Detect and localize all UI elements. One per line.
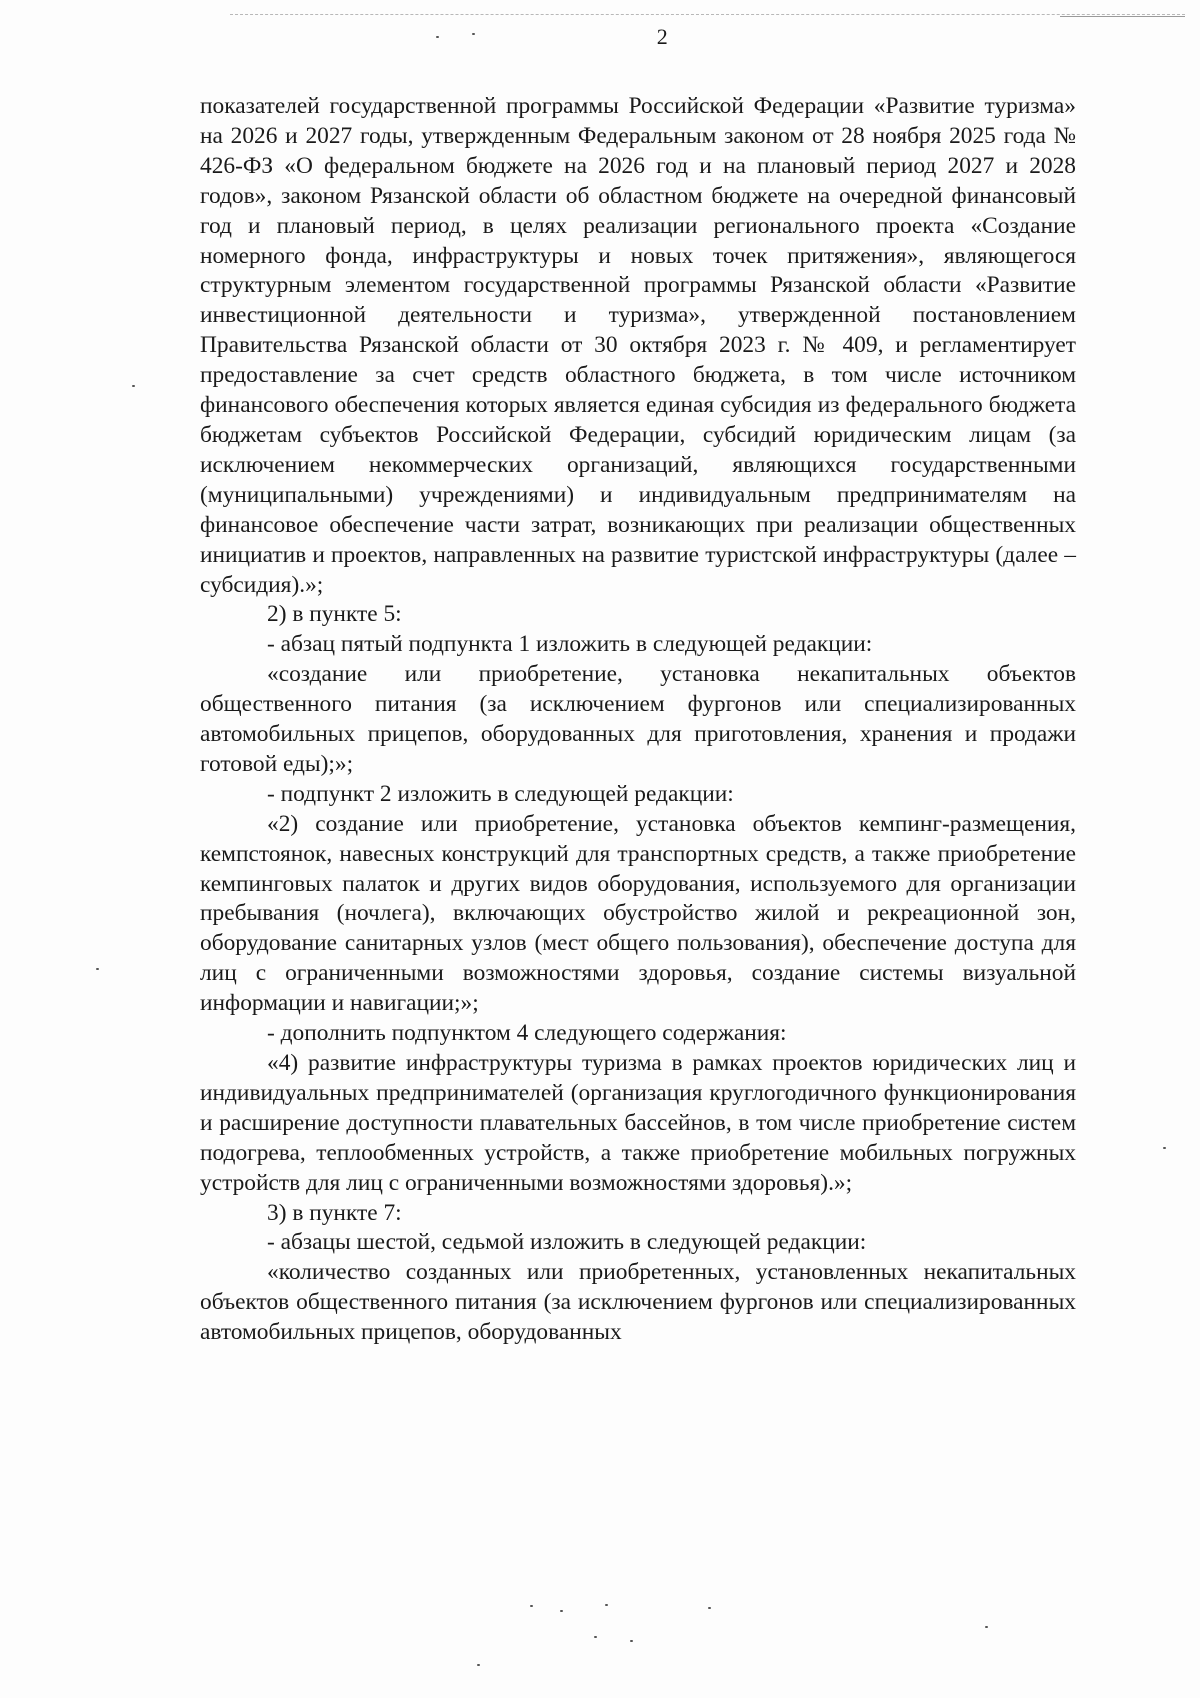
- paragraph-item-2-sub-2: - подпункт 2 изложить в следующей редакции:: [267, 780, 734, 807]
- scan-speck: [1163, 1147, 1166, 1149]
- paragraph-item-2-sub-3: - дополнить подпунктом 4 следующего содержания:: [267, 1020, 787, 1047]
- scan-speck: [436, 36, 439, 38]
- paragraph-item-3-sub-1: - абзацы шестой, седьмой изложить в следующей редакции:: [267, 1229, 867, 1256]
- paragraph-quote-1: «создание или приобретение, установка некапитальных объектов общественного питания (за исключением фургонов или специализированных автомобильных прицепов, оборудованных для приготовления, хранения и продажи готовой еды);»;: [200, 661, 1076, 777]
- scan-top-edge: [230, 14, 1185, 15]
- paragraph-quote-2: «2) создание или приобретение, установка объектов кемпинг-размещения, кемпстоянок, навесных конструкций для транспортных средств, а также приобретение кемпинговых палаток и других видов оборудования, используемого для организации пребывания (ночлега), включающих обустройство жилой и рекреационной зон, оборудование санитарных узлов (мест общего пользования), обеспечение доступа для лиц с ограниченными возможностями здоровья, создание системы визуальной информации и навигации;»;: [200, 810, 1076, 1017]
- scan-speck: [132, 385, 135, 387]
- paragraph-quote-3: «4) развитие инфраструктуры туризма в рамках проектов юридических лиц и индивидуальных предпринимателей (организация круглогодичного функционирования и расширение доступности плавательных бассейнов, в том числе приобретение систем подогрева, теплообменных устройств, а также приобретение мобильных погружных устройств для лиц с ограниченными возможностями здоровья).»;: [200, 1050, 1076, 1196]
- paragraph-quote-4: «количество созданных или приобретенных, установленных некапитальных объектов общественного питания (за исключением фургонов или специализированных автомобильных прицепов, оборудованных: [200, 1259, 1076, 1346]
- scan-speck: [594, 1636, 597, 1638]
- paragraph-intro: показателей государственной программы Российской Федерации «Развитие туризма» на 2026 и 2027 годы, утвержденным Федеральным законом от 28 ноября 2025 года № 426-ФЗ «О федеральном бюджете на 2026 год и на плановый период 2027 и 2028 годов», законом Рязанской области об областном бюджете на очередной финансовый год и плановый период, в целях реализации регионального проекта «Создание номерного фонда, инфраструктуры и новых точек притяжения», являющегося структурным элементом государственной программы Рязанской области «Развитие инвестиционной деятельности и туризма», утвержденной постановлением Правительства Рязанской области от 30 октября 2023 г. № 409, и регламентирует предоставление за счет средств областного бюджета, в том числе источником финансового обеспечения которых является единая субсидия из федерального бюджета бюджетам субъектов Российской Федерации, субсидий юридическим лицам (за исключением некоммерческих организаций, являющихся государственными (муниципальными) учреждениями) и индивидуальным предпринимателям на финансовое обеспечение части затрат, возникающих при реализации общественных инициатив и проектов, направленных на развитие туристской инфраструктуры (далее – субсидия).»;: [200, 93, 1076, 598]
- scan-top-edge-right: [1060, 16, 1185, 17]
- scan-speck: [708, 1607, 711, 1609]
- scan-speck: [530, 1605, 533, 1607]
- paragraph-item-2-sub-1: - абзац пятый подпункта 1 изложить в следующей редакции:: [267, 631, 873, 658]
- scan-speck: [630, 1640, 633, 1642]
- paragraph-item-3: 3) в пункте 7:: [267, 1199, 402, 1226]
- page-number: 2: [656, 24, 669, 49]
- paragraph-item-2: 2) в пункте 5:: [267, 601, 402, 628]
- scan-speck: [96, 968, 99, 970]
- scan-speck: [985, 1626, 988, 1628]
- scan-speck: [472, 33, 475, 35]
- scan-speck: [477, 1664, 480, 1666]
- scan-speck: [560, 1610, 563, 1612]
- document-body: [200, 92, 1076, 1348]
- scan-speck: [605, 1604, 608, 1606]
